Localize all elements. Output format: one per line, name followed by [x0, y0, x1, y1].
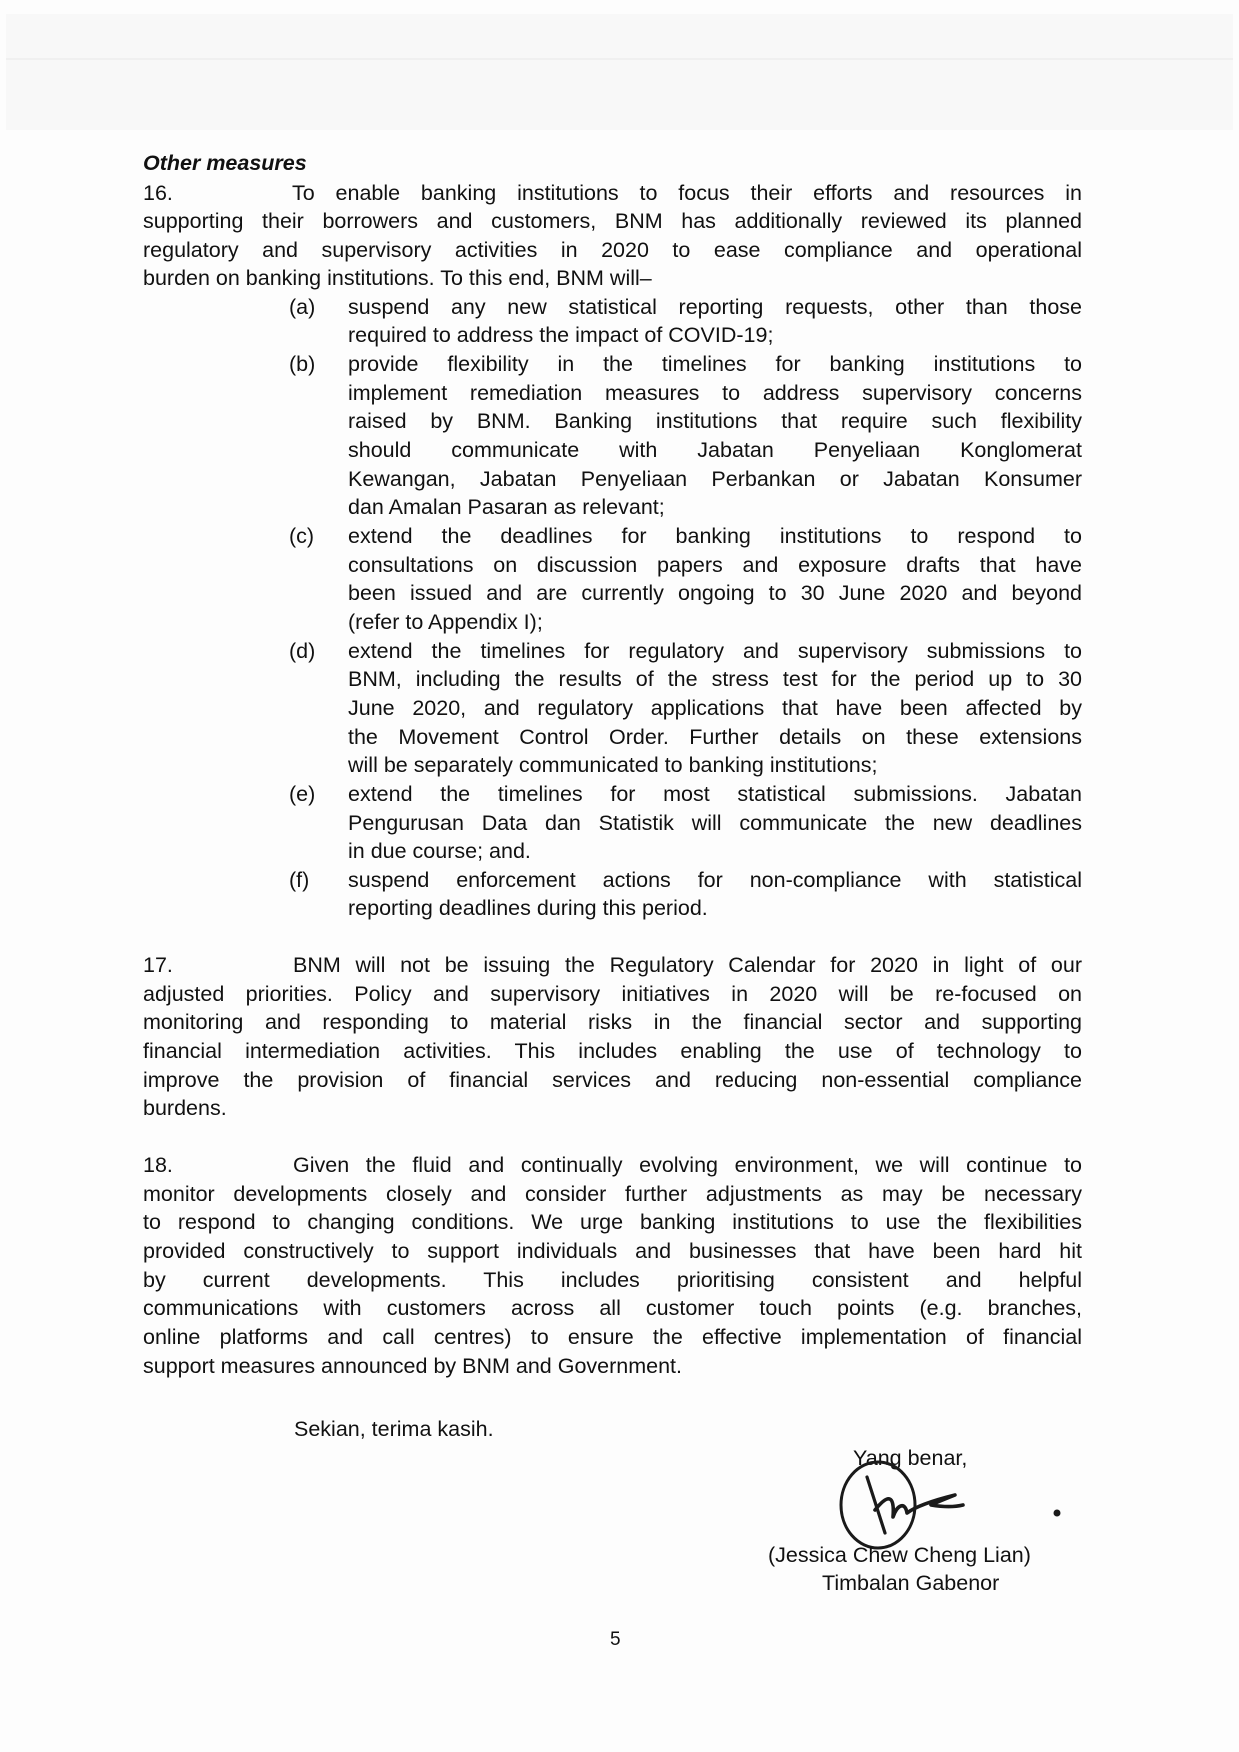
page-number: 5 — [610, 1629, 621, 1650]
list-label: (e) — [289, 782, 316, 806]
list-line: raised by BNM. Banking institutions that require such flexibility — [348, 409, 1082, 433]
list-line: will be separately communicated to banking institutions; — [348, 753, 878, 777]
paragraph-line: by current developments. This includes prioritising consistent and helpful — [143, 1268, 1082, 1292]
list-line: dan Amalan Pasaran as relevant; — [348, 495, 665, 519]
paragraph-number: 18. — [143, 1153, 173, 1177]
paragraph-line: adjusted priorities. Policy and supervisory initiatives in 2020 will be re-focused on — [143, 982, 1082, 1006]
list-line: Kewangan, Jabatan Penyeliaan Perbankan or Jabatan Konsumer — [348, 467, 1082, 491]
list-label: (c) — [289, 524, 315, 548]
paragraph-line: To enable banking institutions to focus their efforts and resources in — [292, 181, 1082, 205]
list-line: provide flexibility in the timelines for banking institutions to — [348, 352, 1082, 376]
list-line: June 2020, and regulatory applications that have been affected by — [348, 696, 1082, 720]
list-line: required to address the impact of COVID-19; — [348, 323, 774, 347]
list-line: suspend enforcement actions for non-compliance with statistical — [348, 868, 1082, 892]
paragraph-line: financial intermediation activities. This includes enabling the use of technology to — [143, 1039, 1082, 1063]
list-line: been issued and are currently ongoing to 30 June 2020 and beyond — [348, 581, 1082, 605]
list-label: (b) — [289, 352, 316, 376]
list-line: should communicate with Jabatan Penyeliaan Konglomerat — [348, 438, 1082, 462]
list-line: (refer to Appendix I); — [348, 610, 543, 634]
paragraph-line: supporting their borrowers and customers, BNM has additionally reviewed its planned — [143, 209, 1082, 233]
list-line: Pengurusan Data dan Statistik will communicate the new deadlines — [348, 811, 1082, 835]
list-line: BNM, including the results of the stress test for the period up to 30 — [348, 667, 1082, 691]
list-line: in due course; and. — [348, 839, 531, 863]
signatory-title: Timbalan Gabenor — [822, 1571, 1000, 1595]
section-heading: Other measures — [143, 151, 307, 175]
signature-icon — [835, 1455, 1075, 1555]
scan-header-band — [6, 14, 1233, 130]
paragraph-line: burdens. — [143, 1096, 227, 1120]
paragraph-number: 17. — [143, 953, 173, 977]
list-line: extend the timelines for most statistical submissions. Jabatan — [348, 782, 1082, 806]
list-line: extend the deadlines for banking institutions to respond to — [348, 524, 1082, 548]
scan-header-line — [6, 58, 1233, 60]
list-line: implement remediation measures to address supervisory concerns — [348, 381, 1082, 405]
list-label: (a) — [289, 295, 316, 319]
paragraph-line: online platforms and call centres) to ensure the effective implementation of financial — [143, 1325, 1082, 1349]
list-line: consultations on discussion papers and exposure drafts that have — [348, 553, 1082, 577]
signatory-name: (Jessica Chew Cheng Lian) — [768, 1543, 1031, 1567]
list-label: (f) — [289, 868, 310, 892]
list-line: reporting deadlines during this period. — [348, 896, 708, 920]
paragraph-line: BNM will not be issuing the Regulatory Calendar for 2020 in light of our — [293, 953, 1082, 977]
list-line: suspend any new statistical reporting requests, other than those — [348, 295, 1082, 319]
paragraph-number: 16. — [143, 181, 173, 205]
list-label: (d) — [289, 639, 316, 663]
list-line: the Movement Control Order. Further details on these extensions — [348, 725, 1082, 749]
paragraph-line: improve the provision of financial services and reducing non-essential compliance — [143, 1068, 1082, 1092]
paragraph-line: monitoring and responding to material risks in the financial sector and supporting — [143, 1010, 1082, 1034]
paragraph-line: regulatory and supervisory activities in 2020 to ease compliance and operational — [143, 238, 1082, 262]
paragraph-line: to respond to changing conditions. We urge banking institutions to use the flexibilities — [143, 1210, 1082, 1234]
paragraph-line: provided constructively to support individuals and businesses that have been hard hit — [143, 1239, 1082, 1263]
closing-text: Sekian, terima kasih. — [294, 1417, 494, 1441]
paragraph-line: burden on banking institutions. To this end, BNM will– — [143, 266, 652, 290]
paragraph-line: Given the fluid and continually evolving environment, we will continue to — [293, 1153, 1082, 1177]
paragraph-line: communications with customers across all customer touch points (e.g. branches, — [143, 1296, 1082, 1320]
paragraph-line: support measures announced by BNM and Government. — [143, 1354, 682, 1378]
list-line: extend the timelines for regulatory and supervisory submissions to — [348, 639, 1082, 663]
paragraph-line: monitor developments closely and consider further adjustments as may be necessary — [143, 1182, 1082, 1206]
salutation: Yang benar, — [853, 1446, 968, 1470]
